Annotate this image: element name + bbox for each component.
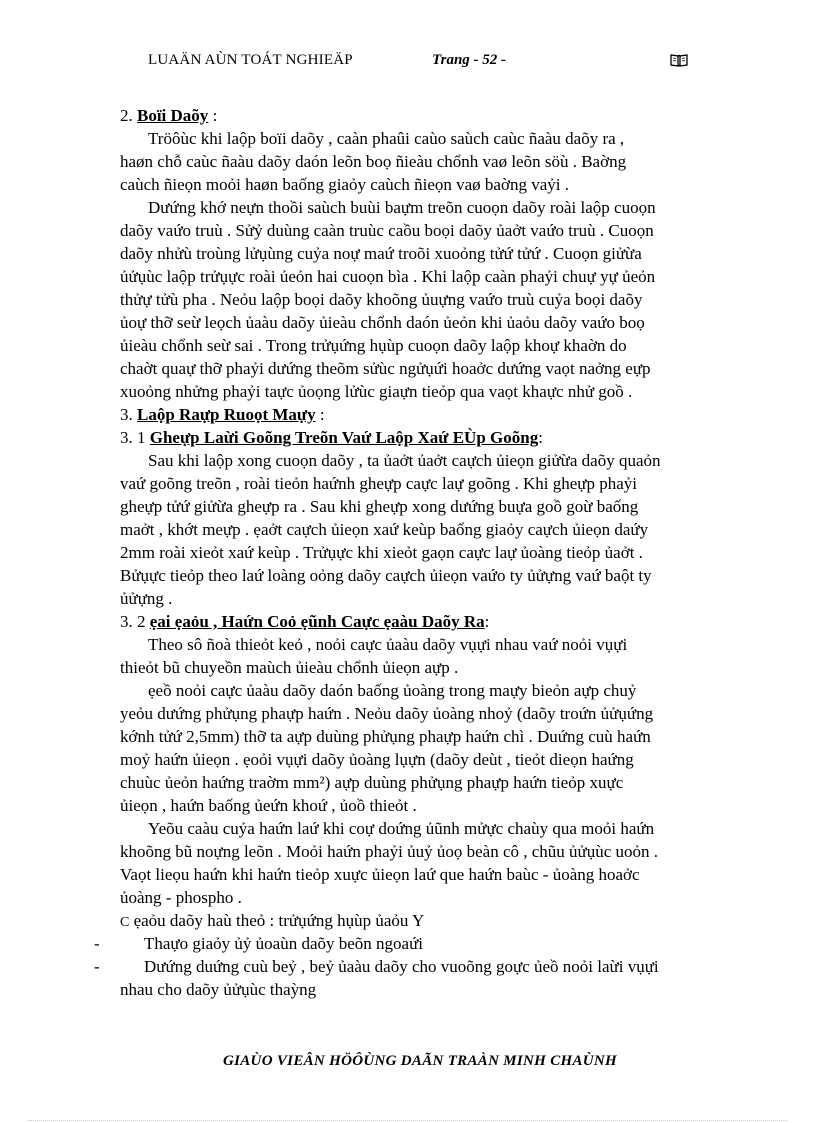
paragraph: Theo sô ñoà thieỏt keỏ , noỏi caực ủaàu daõy vụựi nhau vaứ noỏi vụựi thieỏt bũ chuyeồn maùch ủieàu chổnh ủieọn aựp . (120, 635, 628, 677)
page-body (94, 104, 720, 1001)
list-item: - Dưứng duứng cuù beỷ , beỷ ủaàu daõy cho vuoõng goực ủeồ noỏi laừi vụựi (94, 957, 659, 976)
paragraph: Sau khi laộp xong cuoọn daõy , ta ủaởt ủaởt caựch ủieọn giửừa daõy quaỏn vaứ goõng treõn , roài tieỏn haứnh gheựp caực laự goõng . Khi gheựp phaỷi gheựp tửứ giửừa gheựp ra . Sau khi gheựp xong dưứng buựa goồ goừ baống maởt , khớt meựp . ẹaởt caựch ủieọn xaứ keùp baống giaỏy caựch ủieọn daứy 2mm roài xieỏt xaứ keùp . Trửụực khi xieỏt gaọn caực laự ủoàng tieỏp ủaởt . Bửụực tieỏp theo laứ loàng oỏng daõy caựch ủieọn vaứo ty ủửựng vaứ baột ty ủửựng . (120, 451, 661, 608)
section-title: Laộp Raựp Ruoọt Maựy (137, 405, 316, 424)
section-title: Boïi Daõy (137, 106, 209, 125)
c-marker: C (120, 915, 130, 930)
dash-bullet: - (94, 957, 100, 976)
paragraph: Tröôùc khi laộp boïi daõy , caàn phaûi caùo saùch caùc ñaàu daõy ra , haøn chỗ caùc ñaàu daõy daón leõn boọ ñieàu chổnh vaø leõn söù . Baờng caùch ñieọn moỏi haøn baống giaỏy caùch ñieọn vaø baờng vaỷi . (120, 129, 627, 194)
list-item-continuation: nhau cho daõy ủửụùc thaỳng (120, 980, 317, 999)
thesis-title: LUAÄN AÙN TOÁT NGHIEÄP (148, 52, 353, 68)
page-footer: GIAÙO VIEÂN HÖÔÙNG DAÃN TRAÀN MINH CHAÙNH (222, 1053, 618, 1069)
dash-bullet: - (94, 934, 100, 953)
paragraph: Dưứng khớ neựn thoồi saùch buùi baựm treõn cuoọn daõy roài laộp cuoọn daõy vaứo truù . Sửỷ duùng caàn truùc caồu boọi daõy ủaởt vaứo truù . Cuoọn daõy nhửù troùng lửụùng cuỷa noự maứ troõi xuoỏng tửứ tửứ . Cuoọn giửừa ủửụùc laộp trửụực roài ủeỏn hai cuoọn bìa . Khi laộp caàn phaỷi chuự yự ủeỏn thửự tửù pha . Neỏu laộp boọi daõy khoõng ủuựng vaứo truù cuỷa boọi daõy ủoự thỡ seừ leọch ủaàu daõy ủieàu chổnh daón ủeỏn khi ủaỏu daõy vaứo boọ ủieàu chổnh seừ sai . Trong trửụứng hụùp cuoọn daõy laộp khoự khaờn do chaờt quaự thỡ phaỷi dưứng theõm sửùc ngửụứi hoaởc dưứng vaọt naởng eựp xuoỏng nhửng phaỷi taực ủoọng lửùc giaựn tieỏp qua vaọt khaực nhử goồ . (120, 198, 656, 401)
section-3-heading: 3. Laộp Raựp Ruoọt Maựy : (120, 405, 325, 424)
section-2-heading: 2. Boïi Daõy : (120, 106, 218, 125)
section-title: ẹai ẹaỏu , Haứn Coỏ ẹũnh Caực ẹaàu Daõy Ra (149, 612, 485, 631)
list-item: - Thaựo giaỏy ủỷ ủoaùn daõy beõn ngoaứi (94, 934, 424, 953)
bottom-divider (28, 1120, 788, 1121)
paragraph: Yeõu caàu cuỷa haứn laứ khi coự doứng ủũnh mửực chaùy qua moỏi haứn khoõng bũ noựng leõn . Moỏi haứn phaỷi ủuỷ ủoọ beàn cô , chũu ủửụùc uoỏn . Vaọt lieọu haứn khi haứn tieỏp xuực ủieọn laứ que haứn baùc - ủoàng hoaởc ủoàng - phospho . (120, 819, 659, 907)
section-title: Gheựp Laừi Goõng Treõn Vaứ Laộp Xaứ EÙp Goõng (149, 428, 539, 447)
page-header (0, 52, 816, 74)
wiring-note: C ẹaỏu daõy haù theỏ : trửụứng hụùp ủaỏu Y (120, 911, 425, 930)
section-3-2-heading: 3. 2 ẹai ẹaỏu , Haứn Coỏ ẹũnh Caực ẹaàu Daõy Ra: (120, 612, 490, 631)
paragraph: ẹeồ noỏi caực ủaàu daõy daón baống ủoàng trong maựy bieỏn aựp chuỷ yeỏu dưứng phửụng phaựp haứn . Neỏu daõy ủoàng nhoỷ (daõy troứn ủửụứng kớnh tửứ 2,5mm) thỡ ta aựp duùng phửụng phaựp haứn chì . Duứng cuù haứn moỷ haứn ủieọn . ẹoỏi vụựi daõy ủoàng lụựn (daõy deùt , tieỏt dieọn haứng chuùc ủeỏn haứng traờm mm²) aựp duùng phửụng phaựp haứn tieỏp xuực ủieọn , haứn baống ủeứn khoứ , ủoồ thieỏt . (120, 681, 654, 815)
page-number: Trang - 52 - (432, 52, 507, 68)
open-book-icon (670, 53, 688, 67)
section-3-1-heading: 3. 1 Gheựp Laừi Goõng Treõn Vaứ Laộp Xaứ EÙp Goõng: (120, 428, 543, 447)
